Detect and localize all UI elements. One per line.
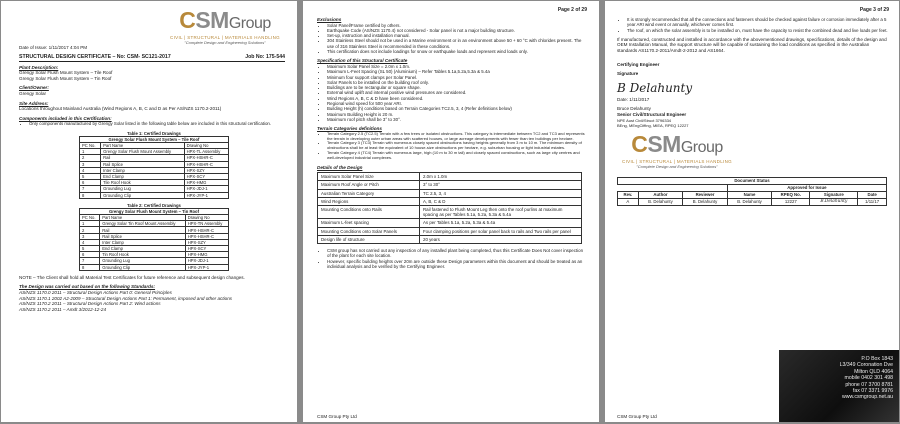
list-item: • Buildings are to be rectangular or square shape. [327, 85, 587, 90]
table-row: Mounting Conditions onto Solar Panels Four clamping positions per solar panel back to rails and Two rails per panel [318, 227, 582, 235]
table-row: 8 Grounding Clip HPX-JYP-1 [80, 264, 229, 270]
list-item: • External wind uplift and internal positive wind pressures are considered. [327, 90, 587, 95]
list-item: • CSM group has not carried out any inspection of any installed plant being completed, thus this Certificate Does Not cover inspection of the plant for each site location. [327, 248, 587, 259]
list-item: • Maximum Solar Panel Size = 2.0m x 1.0m. [327, 64, 587, 69]
table-row: 2 Rail HPX-HSHR-C [80, 155, 229, 161]
table-row: Maximum Solar Panel Size 2.0m x 1.0m [318, 173, 582, 181]
document-status-title: Document Status [618, 177, 887, 184]
compliance-statement: If manufactured, constructed and installed in accordance with the abovementioned drawings, specifications, details of the design and OEM Installation Manual, the support structure will be capable of sustaining the load conditions as specified in the Australian standards AS1170.2-2011/Amdt-2-2012 and AS1664. [617, 36, 887, 54]
certificate-title: STRUCTURAL DESIGN CERTIFICATE – No: CSM- SC121-2017 [19, 53, 171, 60]
signature-label: Signature [617, 71, 639, 77]
standard-item: AS/NZS 1170.2 2011 – Structural Design Actions Part 2: Wind actions [19, 301, 161, 307]
recommendations-list [617, 17, 889, 33]
list-item: • Terrain Category 4 (TC4) Terrain with numerous large, high (10 m to 30 m tall) and closely spaced constructions, such as large city centres and well-developed industrial complexes. [327, 151, 587, 161]
site-address: Locations throughout Mainland Australia (Wind Regions A, B, C and D as Per AS/NZS 1170.2-2011) [19, 106, 222, 112]
logo-tagline: CIVIL | STRUCTURAL | MATERIALS HANDLING [170, 35, 280, 40]
standard-item: AS/NZS 1170.1 2002 A2-2009 – Structural Design Actions Part 1: Permanent, imposed and other actions [19, 295, 233, 301]
list-item: • Wind Regions A, B, C & D have been considered. [327, 96, 587, 101]
list-item: • Maximum Building Height is 20 m. [327, 112, 587, 117]
document-status-table [617, 177, 887, 206]
terrain-list [317, 132, 587, 161]
standards-label: The Design was carried out based on the following Standards: [19, 284, 156, 290]
table-row: 2 Rail HPX-HSHR-C [80, 227, 229, 233]
client-name: Grengy Solar [19, 90, 47, 96]
table-header-row: PC No. Part Name Drawing No [80, 215, 229, 221]
specification-list [317, 64, 587, 122]
terrain-label: Terrain Categories definitions [317, 126, 382, 132]
list-item: • This certification does not include loadings for snow or earthquake loads and represent wind loads only. [327, 49, 587, 54]
certified-drawings-table-2: Table 2: Certified Drawings Grengy Solar Flush Mount System – Tin Roof PC No. Part Name Drawing No 1 Grengy Solar Tin Roof Mount Assembly HPX-TN Assembly 2 Rail HPX-HSHR-C 3 Rail Splice HPX-HSHR-C 4 Inter Clamp HPX-SZY 5 End Clamp HPX-SCY 6 Tin Roof Hook HPX-HMG 7 Grounding Lug HPX-JDJ-1 8 Grounding Clip HPX-JYP-1 [79, 203, 229, 271]
exclusions-label: Exclusions [317, 17, 342, 22]
table-header-row: Rev. Author Reviewer Name RPEQ No. Signature Date [618, 191, 887, 198]
page-number: Page 3 of 29 [859, 7, 889, 13]
csm-logo: CSMGroup CIVIL | STRUCTURAL | MATERIALS HANDLING "Complete Design and Engineering Solutions" [19, 9, 285, 45]
plant-description-1: Grengy Solar Flush Mount System – Tile Roof [19, 70, 113, 76]
list-item: • Minimum four support clamps per Solar Panel. [327, 75, 587, 80]
exclusions-list [317, 23, 587, 55]
page-2 [303, 1, 599, 422]
table-row: 7 Grounding Lug HPX-JDJ-1 [80, 258, 229, 264]
list-item: • The roof, on which the solar assembly is to be installed on, must have the capacity to resist the combined dead and live loads per feet. [627, 28, 889, 33]
page-1 [1, 1, 297, 422]
list-item: • Maximum L-Feet Spacing (SL 50) (Aluminium) – Refer Tables 5.1a,5.2a,5.3a & 5.4a [327, 69, 587, 74]
standard-item: AS/NZS 1170.0 2011 – Structural Design Actions Part 0: General Principles [19, 289, 172, 295]
table-row: 4 Inter Clamp HPX-SZY [80, 239, 229, 245]
page-number: Page 2 of 29 [557, 7, 587, 13]
contact-line: mobile 0402 301 498 [844, 375, 893, 382]
list-item: • Terrain Category 2.5 (TC2.5) Terrain with a few trees or isolated obstructions. This category is intermediate between TC2 and TC3 and represents the terrain in developing outer urban areas with scattered houses, or large acreage developments with fewer than ten buildings per hectare. [327, 132, 587, 142]
site-address-label: Site Address: [19, 100, 49, 106]
list-item: • Building Height (h) conditions based on Terrain Categories TC2.5, 3, 4 (Refer definitions below) [327, 106, 587, 111]
plant-description-label: Plant Description: [19, 64, 59, 70]
table-row: 6 Tin Roof Hook HPX-HMG [80, 252, 229, 258]
page-footer: CSM Group Pty Ltd [617, 414, 657, 419]
logo-slogan: "Complete Design and Engineering Solutions" [636, 163, 718, 169]
specification-label: Specification of this Structural Certificate [317, 58, 408, 64]
list-item: • Earthquake Code (AS/NZS 1170.4) not considered - Solar panel is not a major building structure. [327, 28, 587, 33]
list-item: • Set-up, instruction and installation manual. [327, 33, 587, 38]
table-row: 1 Grengy Solar Tin Roof Mount Assembly HPX-TN Assembly [80, 221, 229, 227]
logo-tagline: CIVIL | STRUCTURAL | MATERIALS HANDLING [622, 158, 732, 164]
list-item: • 304 Stainless Steel should not be used in a Marine environment or in an environment above 50 + 60 °C with chlorides present. The use of 316 Stainless Steel is recommended in these conditions. [327, 38, 587, 49]
list-item: • Solar Panel/Frame certified by others. [327, 23, 587, 28]
table-row: 8 Grounding Clip HPX-JYP-1 [80, 192, 229, 198]
table-row: 5 End Clamp HPX-SCY [80, 246, 229, 252]
list-item: • Regional wind speed for 500 year ARI. [327, 101, 587, 106]
table-row: 1 Grengy Solar Flush Mount Assembly HPX-TL Assembly [80, 149, 229, 155]
table-row: 3 Rail Splice HPX-HSHR-C [80, 233, 229, 239]
engineer-qualification: BEng, MEngCiffing, MIEA, RPEQ 12227 [617, 123, 689, 129]
components-label: Components included in this Certification: [19, 115, 112, 121]
list-item: • Terrain Category 3 (TC3) Terrain with numerous closely spaced obstructions having heights generally from 3 m to 10 m. The minimum density of obstructions shall be at least the equivalent of 10 house-size obstructions per hectare, e.g. suburban housing or light industrial estates. [327, 141, 587, 151]
table-row: A B. Delahunty B. Delahunty B. Delahunty 12227 B.Delahunty 1/11/17 [618, 198, 887, 205]
engineer-signature: B Delahunty [617, 80, 693, 95]
table-row: Australian Terrain Category TC 2.5, 3, 4 [318, 189, 582, 197]
table-row: 4 Inter Clamp HPX-SZY [80, 167, 229, 173]
page-3 [605, 1, 899, 422]
contact-line: www.csmgroup.net.au [841, 394, 893, 401]
table-row: Maximum Roof Angle or Pitch 3° to 30° [318, 181, 582, 189]
material-certificate-note: NOTE – The Client shall hold all Material Test Certificates for future reference and subsequent design changes. [19, 274, 245, 280]
contact-line: phone 07 3700 8781 [845, 381, 893, 388]
table-row: 3 Rail Splice HPX-HSHR-C [80, 161, 229, 167]
standard-item: AS/NZS 1170.2 2011 – Amdt 3/2012-12-24 [19, 306, 106, 312]
contact-line: P.O Box 1843 [861, 356, 893, 362]
list-item: • It is strongly recommended that all the connections and fasteners should be checked against failure or corrosion immediately after a 5 year ARI wind event or annually, whichever comes first. [627, 17, 889, 28]
csm-logo: CSMGroup CIVIL | STRUCTURAL | MATERIALS HANDLING "Complete Design and Engineering Solutions" [617, 133, 889, 169]
table-row: Maximum L-feet spacing As per Tables 5.1a, 5.2a, 5.3a & 5.4a [318, 219, 582, 227]
engineer-title: Senior Civil/Structural Engineer [617, 112, 687, 118]
design-details-label: Details of the Design [317, 164, 363, 170]
table-row: Mounting Conditions onto Rails Rail fastened to Flush Mount Leg then onto the roof purlins at maximum spacing as per Tables 5.1a, 5.2a, 5.3a & 5.4a [318, 206, 582, 219]
engineer-name: Bruce Delahunty [617, 106, 651, 112]
table-header-row: PC No. Part Name Drawing No [80, 143, 229, 149]
table-row: Wind Regions A, B, C & D [318, 197, 582, 205]
contact-line: L3/349 Coronation Dve [839, 362, 893, 369]
contact-line: Milton QLD 4064 [854, 368, 893, 375]
engineer-qualification: NPE Aust Civil/Struct 3796334 [617, 117, 672, 123]
approved-for-issue: Approved for Issue [727, 184, 886, 191]
components-text: • Only components manufactured by Grengy Solar listed in the following table below are included in this structural certification. [29, 121, 285, 126]
logo-slogan: "Complete Design and Engineering Solutions" [184, 40, 266, 45]
design-details-table [317, 172, 582, 244]
client-label: Client/Owner: [19, 85, 49, 91]
certified-drawings-table-1: Table 1: Certified Drawings Grengy Solar Flush Mount System – Tile Roof PC No. Part Name Drawing No 1 Grengy Solar Flush Mount Assembly HPX-TL Assembly 2 Rail HPX-HSHR-C 3 Rail Splice HPX-HSHR-C 4 Inter Clamp HPX-SZY 5 End Clamp HPX-SCY 6 Tile Roof Hook HPX-HMG 7 Grounding Lug HPX-JDJ-1 8 Grounding Clip HPX-JYP-1 [79, 131, 229, 199]
contact-line: fax 07 3371 9976 [852, 388, 893, 395]
job-number: Job No: 175-544 [245, 53, 285, 60]
table-row: Design life of structure 20 years [318, 235, 582, 243]
date-of-issue: Date of Issue: 1/11/2017 4:04 PM [19, 45, 88, 50]
certifying-engineer-label: Certifying Engineer [617, 61, 660, 67]
inspection-notes [317, 248, 587, 269]
plant-description-2: Grengy Solar Flush Mount System – Tin Roof [19, 75, 112, 81]
signature-date: Date: 1/11/2017 [617, 96, 650, 102]
list-item: • Solar Panels to be installed on the building roof only. [327, 80, 587, 85]
table-row: 7 Grounding Lug HPX-JDJ-1 [80, 186, 229, 192]
table-row: 6 Tile Roof Hook HPX-HMG [80, 180, 229, 186]
table-row: 5 End Clamp HPX-SCY [80, 173, 229, 179]
list-item: • However, specific building heights over 20m are outside these Design parameters within this document and should be treated as an individual analysis and be verified by the Certifying Engineer. [327, 259, 587, 270]
list-item: • Maximum roof pitch shall be 3° to 30°. [327, 117, 587, 122]
page-footer: CSM Group Pty Ltd [317, 414, 357, 419]
certificate-header [19, 54, 285, 62]
contact-details-panel [779, 350, 899, 422]
